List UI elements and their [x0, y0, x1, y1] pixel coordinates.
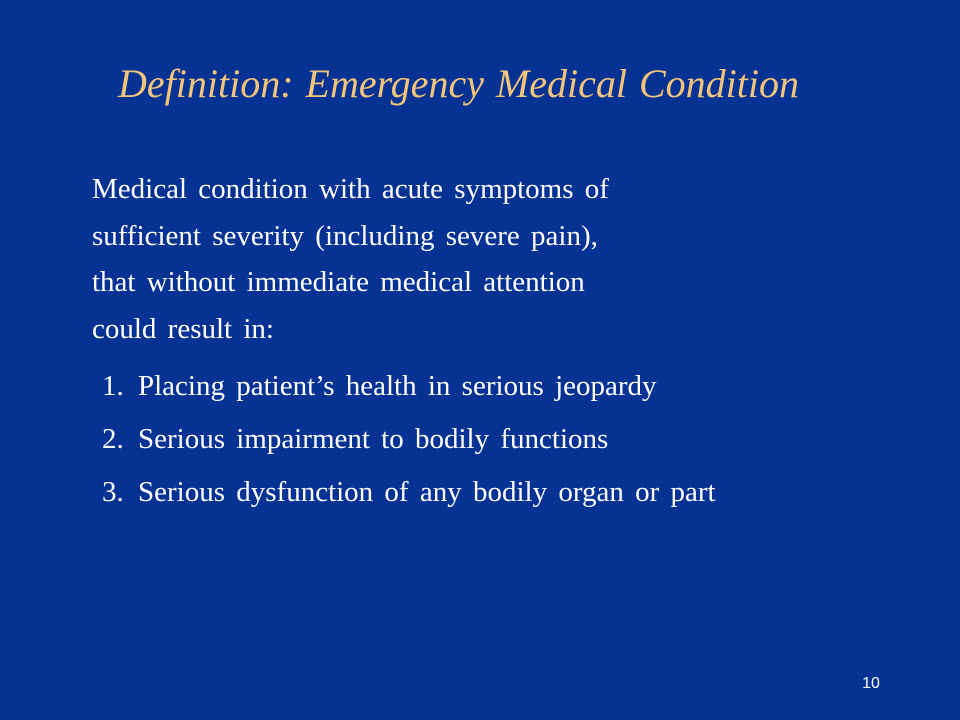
- definition-paragraph: [92, 166, 792, 352]
- definition-line: could result in:: [92, 312, 274, 345]
- list-item: [102, 370, 822, 403]
- list-item: [102, 423, 822, 456]
- definition-line: Medical condition with acute symptoms of: [92, 173, 609, 205]
- list-item-number: 3.: [102, 476, 124, 508]
- definition-line: that without immediate medical attention: [92, 266, 585, 298]
- slide-title: Definition: Emergency Medical Condition: [118, 61, 800, 106]
- list-item-text: Placing patient’s health in serious jeopardy: [138, 370, 657, 402]
- page-number: 10: [862, 675, 880, 692]
- list-item-number: 2.: [102, 423, 124, 455]
- list-item: [102, 476, 822, 509]
- list-item-text: Serious dysfunction of any bodily organ or part: [138, 476, 716, 508]
- outcome-list: [102, 370, 822, 529]
- list-item-number: 1.: [102, 370, 124, 402]
- list-item-text: Serious impairment to bodily functions: [138, 423, 609, 455]
- definition-line: sufficient severity (including severe pain),: [92, 219, 598, 252]
